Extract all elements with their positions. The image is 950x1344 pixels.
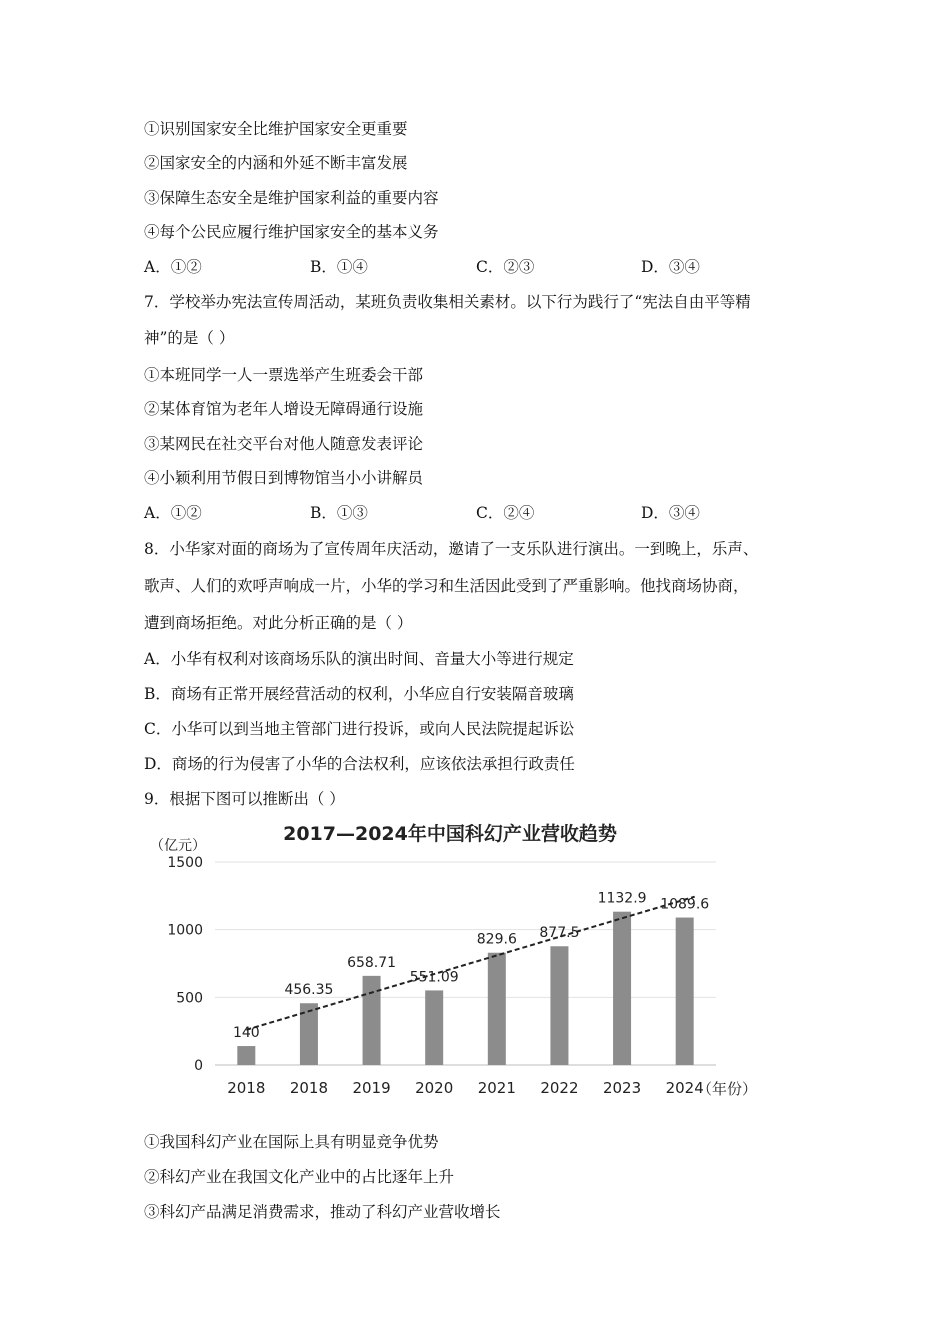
bar (363, 976, 381, 1065)
q8-stem-line-2: 歌声、人们的欢呼声响成一片，小华的学习和生活因此受到了严重影响。他找商场协商， (144, 577, 749, 595)
x-tick-label: 2018 (227, 1079, 266, 1097)
q7-option-a: A．①② (144, 504, 202, 522)
q8-option-d: D．商场的行为侵害了小华的合法权利，应该依法承担行政责任 (144, 755, 575, 773)
q9-stem: 9．根据下图可以推断出（ ） (144, 790, 345, 808)
bar-value-label: 1132.9 (597, 890, 647, 907)
q6-option-b: B．①④ (310, 258, 368, 276)
bar-value-label: 658.71 (347, 954, 397, 971)
q8-stem-line-3: 遭到商场拒绝。对此分析正确的是（ ） (144, 614, 413, 632)
bar-value-label: 140 (232, 1025, 260, 1042)
q7-item-4: ④小颖利用节假日到博物馆当小小讲解员 (144, 469, 424, 487)
y-tick-label: 1500 (167, 855, 203, 871)
q6-item-2: ②国家安全的内涵和外延不断丰富发展 (144, 154, 408, 172)
bar (613, 912, 631, 1065)
y-tick-label: 500 (176, 990, 203, 1007)
q6-option-c: C．②③ (476, 258, 535, 276)
q6-option-d: D．③④ (641, 258, 700, 276)
q6-option-a: A．①② (144, 258, 202, 276)
q7-stem-line-1: 7．学校举办宪法宣传周活动，某班负责收集相关素材。以下行为践行了“宪法自由平等精 (144, 293, 751, 311)
q6-item-1: ①识别国家安全比维护国家安全更重要 (144, 120, 408, 138)
x-tick-label: 2021 (477, 1079, 516, 1097)
bar-value-label: 829.6 (476, 931, 517, 948)
bar (488, 953, 506, 1065)
bar-value-label: 551.09 (409, 969, 459, 986)
q8-option-b: B．商场有正常开展经营活动的权利，小华应自行安装隔音玻璃 (144, 685, 574, 703)
x-tick-label: 2018 (289, 1079, 329, 1097)
q6-item-3: ③保障生态安全是维护国家利益的重要内容 (144, 189, 439, 207)
q7-stem-line-2: 神”的是（ ） (144, 329, 235, 347)
y-tick-label: 1000 (167, 922, 203, 939)
q9-item-2: ②科幻产业在我国文化产业中的占比逐年上升 (144, 1168, 455, 1186)
q8-option-a: A．小华有权利对该商场乐队的演出时间、音量大小等进行规定 (144, 650, 574, 668)
q7-item-3: ③某网民在社交平台对他人随意发表评论 (144, 435, 424, 453)
q7-option-c: C．②④ (476, 504, 535, 522)
x-tick-label: 2024 (665, 1079, 704, 1097)
q7-item-1: ①本班同学一人一票选举产生班委会干部 (144, 366, 424, 384)
chart-title: 2017—2024年中国科幻产业营收趋势 (283, 823, 617, 845)
q7-option-d: D．③④ (641, 504, 700, 522)
bar (676, 918, 694, 1065)
bar (550, 946, 568, 1065)
revenue-bar-chart (150, 810, 790, 1110)
q6-item-4: ④每个公民应履行维护国家安全的基本义务 (144, 223, 439, 241)
x-tick-label: 2019 (352, 1079, 391, 1097)
bar (425, 990, 443, 1065)
x-axis-label: （年份） (697, 1080, 758, 1098)
x-tick-label: 2022 (540, 1079, 579, 1097)
y-axis-label: （亿元） (150, 838, 206, 854)
bar-value-label: 456.35 (284, 982, 334, 999)
q9-item-1: ①我国科幻产业在国际上具有明显竞争优势 (144, 1133, 439, 1151)
q8-option-c: C．小华可以到当地主管部门进行投诉，或向人民法院提起诉讼 (144, 720, 575, 738)
q9-item-3: ③科幻产品满足消费需求，推动了科幻产业营收增长 (144, 1203, 501, 1221)
q8-stem-line-1: 8．小华家对面的商场为了宣传周年庆活动，邀请了一支乐队进行演出。一到晚上，乐声、 (144, 540, 759, 558)
bar-value-label: 877.5 (539, 925, 580, 942)
q7-item-2: ②某体育馆为老年人增设无障碍通行设施 (144, 400, 424, 418)
x-tick-label: 2023 (602, 1079, 642, 1097)
y-tick-label: 0 (194, 1058, 203, 1074)
x-tick-label: 2020 (415, 1079, 454, 1097)
bar-value-label: 1089.6 (660, 896, 710, 913)
q7-option-b: B．①③ (310, 504, 368, 522)
bar (237, 1046, 255, 1065)
